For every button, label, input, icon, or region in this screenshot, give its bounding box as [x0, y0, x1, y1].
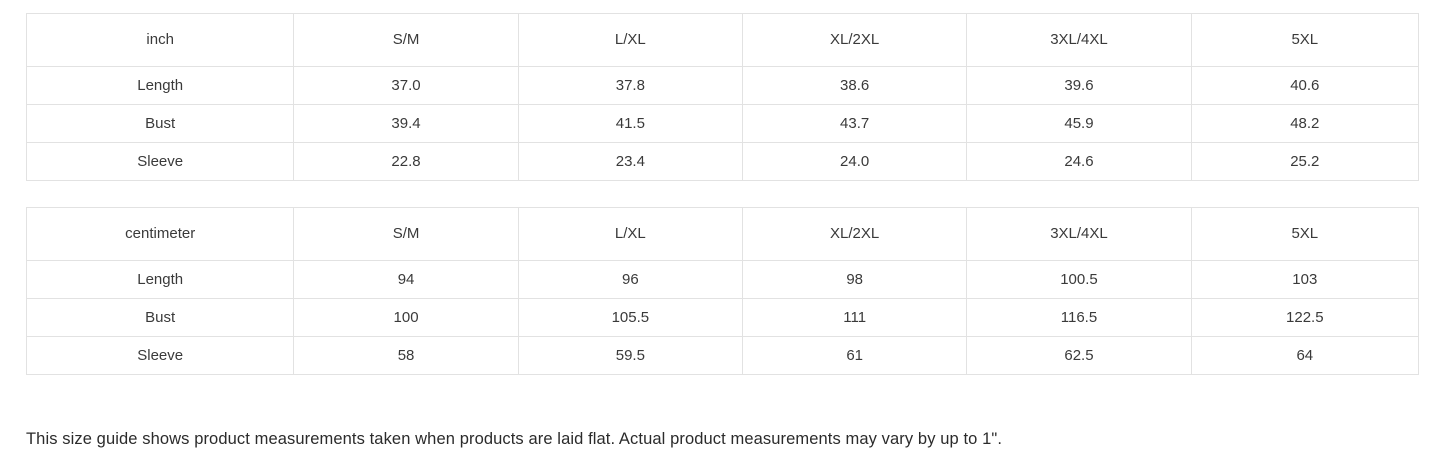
measurement-cell: 62.5: [967, 337, 1191, 375]
measurement-cell: 37.8: [518, 67, 742, 105]
row-label: Bust: [27, 105, 294, 143]
measurement-cell: 64: [1191, 337, 1418, 375]
measurement-cell: 96: [518, 261, 742, 299]
column-header: S/M: [294, 208, 518, 261]
measurement-cell: 100: [294, 299, 518, 337]
measurement-cell: 122.5: [1191, 299, 1418, 337]
measurement-cell: 24.0: [743, 143, 967, 181]
row-label: Sleeve: [27, 337, 294, 375]
row-label: Sleeve: [27, 143, 294, 181]
row-label: Length: [27, 67, 294, 105]
measurement-cell: 37.0: [294, 67, 518, 105]
column-header: S/M: [294, 14, 518, 67]
measurement-cell: 94: [294, 261, 518, 299]
size-table-inch: [26, 13, 1419, 181]
measurement-cell: 43.7: [743, 105, 967, 143]
column-header: XL/2XL: [743, 208, 967, 261]
measurement-cell: 39.4: [294, 105, 518, 143]
measurement-cell: 45.9: [967, 105, 1191, 143]
table-row: [27, 337, 1419, 375]
measurement-cell: 22.8: [294, 143, 518, 181]
measurement-cell: 58: [294, 337, 518, 375]
column-header: L/XL: [518, 208, 742, 261]
measurement-cell: 38.6: [743, 67, 967, 105]
measurement-cell: 98: [743, 261, 967, 299]
column-header: L/XL: [518, 14, 742, 67]
unit-label: centimeter: [27, 208, 294, 261]
row-label: Length: [27, 261, 294, 299]
table-row: [27, 67, 1419, 105]
table-row: [27, 105, 1419, 143]
measurement-cell: 23.4: [518, 143, 742, 181]
table-row: [27, 143, 1419, 181]
column-header: 3XL/4XL: [967, 14, 1191, 67]
measurement-cell: 40.6: [1191, 67, 1418, 105]
table-header-row: [27, 14, 1419, 67]
measurement-cell: 39.6: [967, 67, 1191, 105]
measurement-cell: 103: [1191, 261, 1418, 299]
measurement-cell: 48.2: [1191, 105, 1418, 143]
measurement-cell: 100.5: [967, 261, 1191, 299]
measurement-cell: 41.5: [518, 105, 742, 143]
measurement-cell: 111: [743, 299, 967, 337]
column-header: XL/2XL: [743, 14, 967, 67]
column-header: 5XL: [1191, 208, 1418, 261]
measurement-cell: 61: [743, 337, 967, 375]
measurement-cell: 105.5: [518, 299, 742, 337]
table-header-row: [27, 208, 1419, 261]
table-row: [27, 299, 1419, 337]
measurement-cell: 116.5: [967, 299, 1191, 337]
table-row: [27, 261, 1419, 299]
measurement-cell: 25.2: [1191, 143, 1418, 181]
column-header: 3XL/4XL: [967, 208, 1191, 261]
size-table-centimeter: [26, 207, 1419, 375]
unit-label: inch: [27, 14, 294, 67]
size-guide-footnote: This size guide shows product measurements taken when products are laid flat. Actual product measurements may vary by up to 1".: [26, 430, 1003, 448]
row-label: Bust: [27, 299, 294, 337]
column-header: 5XL: [1191, 14, 1418, 67]
measurement-cell: 24.6: [967, 143, 1191, 181]
measurement-cell: 59.5: [518, 337, 742, 375]
